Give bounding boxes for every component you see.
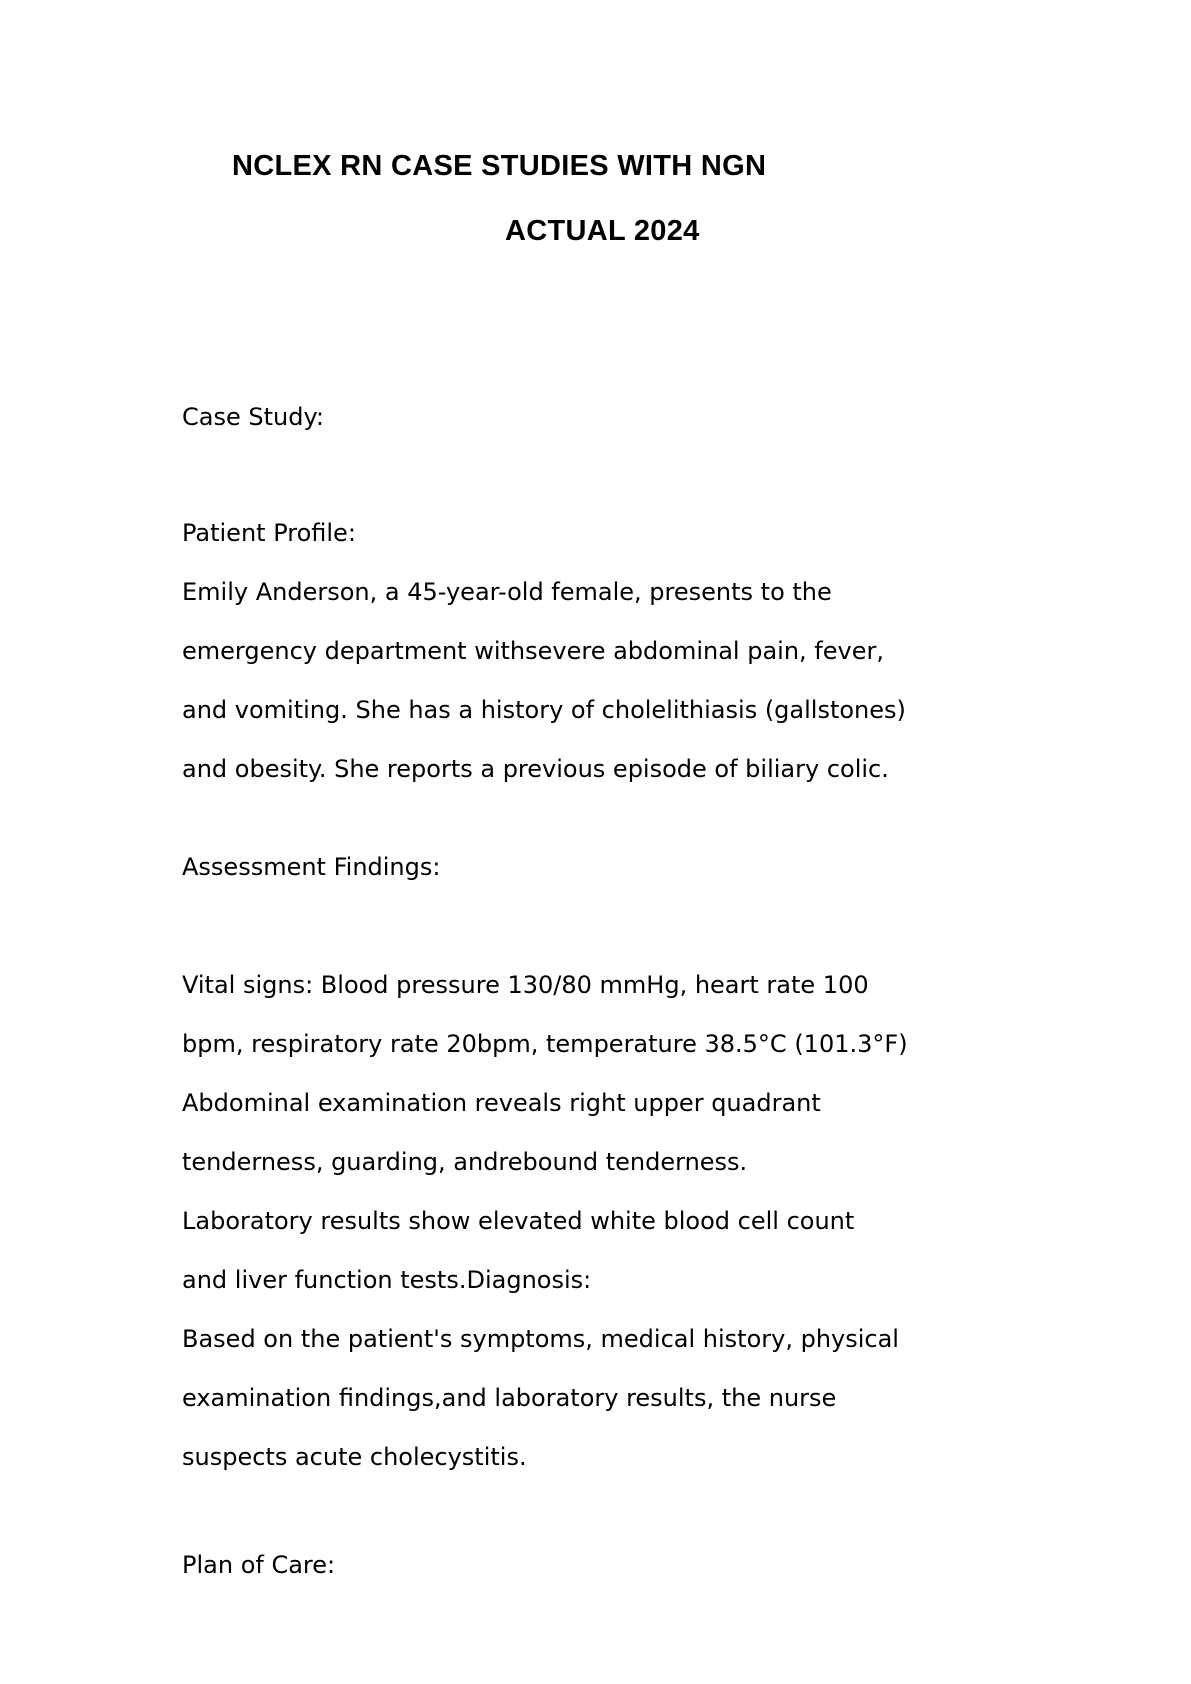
assessment-line: examination findings,and laboratory results, the nurse <box>182 1384 837 1412</box>
patient-profile-line: and vomiting. She has a history of cholelithiasis (gallstones) <box>182 696 906 724</box>
patient-profile-paragraph <box>182 563 1002 799</box>
document-title-line-2: ACTUAL 2024 <box>505 215 700 247</box>
patient-profile-line: emergency department withsevere abdominal pain, fever, <box>182 637 884 665</box>
assessment-line: bpm, respiratory rate 20bpm, temperature 38.5°C (101.3°F) <box>182 1030 908 1058</box>
patient-profile-line: and obesity. She reports a previous episode of biliary colic. <box>182 755 889 783</box>
case-study-label: Case Study: <box>182 403 324 431</box>
patient-profile-line: Emily Anderson, a 45-year-old female, presents to the <box>182 578 832 606</box>
assessment-line: Vital signs: Blood pressure 130/80 mmHg, heart rate 100 <box>182 971 869 999</box>
assessment-findings-heading: Assessment Findings: <box>182 853 441 881</box>
assessment-line: and liver function tests.Diagnosis: <box>182 1266 592 1294</box>
document-title-line-1: NCLEX RN CASE STUDIES WITH NGN <box>232 150 767 182</box>
assessment-line: tenderness, guarding, andrebound tenderness. <box>182 1148 748 1176</box>
assessment-findings-paragraph <box>182 956 1002 1487</box>
plan-of-care-heading: Plan of Care: <box>182 1551 336 1579</box>
assessment-line: Laboratory results show elevated white blood cell count <box>182 1207 855 1235</box>
assessment-line: Abdominal examination reveals right upper quadrant <box>182 1089 821 1117</box>
assessment-line: suspects acute cholecystitis. <box>182 1443 527 1471</box>
patient-profile-heading: Patient Profile: <box>182 519 356 547</box>
assessment-line: Based on the patient's symptoms, medical history, physical <box>182 1325 899 1353</box>
